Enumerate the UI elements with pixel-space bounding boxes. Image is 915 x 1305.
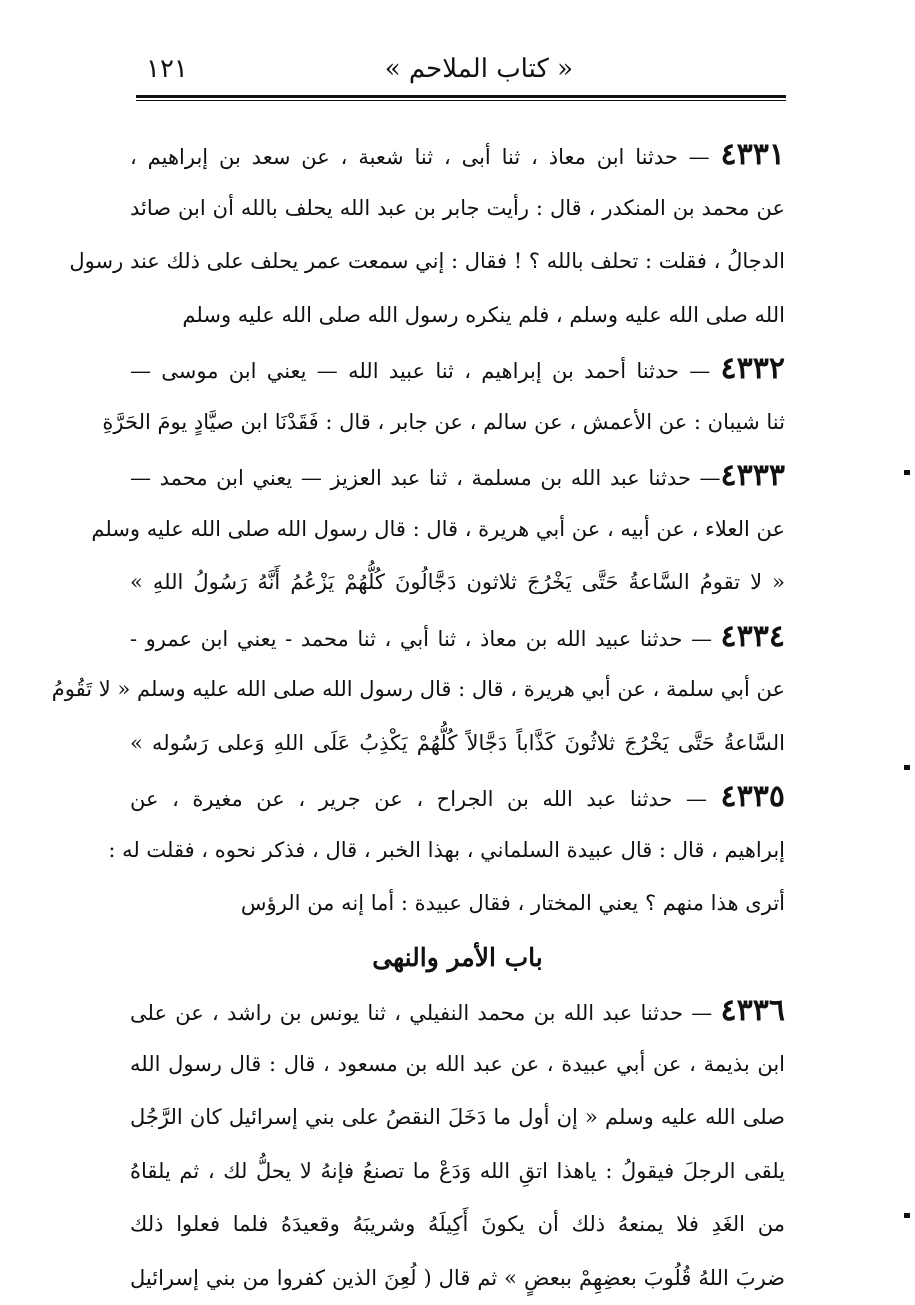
text-line: من الغَدِ فلا يمنعهُ ذلك أن يكونَ أَكِيلَهُ وشريبَهُ وقعيدَهُ فلما فعلوا ذلك: [130, 1198, 785, 1252]
text-line: إبراهيم ، قال : قال عبيدة السلماني ، بهذا الخبر ، قال ، فذكر نحوه ، فقلت له :: [130, 824, 785, 878]
text-line: الدجالُ ، فقلت : تحلف بالله ؟ ! فقال : إني سمعت عمر يحلف على ذلك عند رسول: [130, 235, 785, 289]
hadith-number: ٤٣٣٢: [721, 351, 785, 386]
text-line: ابن بذيمة ، عن أبي عبيدة ، عن عبد الله بن مسعود ، قال : قال رسول الله: [130, 1038, 785, 1092]
book-title: « كتاب الملاحم »: [385, 54, 573, 84]
text-line: الله صلى الله عليه وسلم ، فلم ينكره رسول الله صلى الله عليه وسلم: [130, 289, 785, 343]
text-body: [130, 128, 785, 1305]
header-rule: [136, 95, 786, 101]
text-line: « لا تقومُ السَّاعةُ حَتَّى يَخْرُجَ ثلاثون دَجَّالُونَ كُلُّهُمْ يَزْعُمُ أَنَّهُ رَسُولُ اللهِ »: [130, 556, 785, 610]
margin-mark: [904, 1213, 910, 1218]
running-header: [138, 52, 783, 92]
text-line: السَّاعةُ حَتَّى يَخْرُجَ ثلاثُونَ كَذَّاباً دَجَّالاً كُلُّهُمْ يَكْذِبُ عَلَى اللهِ وَعلى رَسُوله »: [130, 717, 785, 771]
hadith-number: ٤٣٣١: [721, 137, 785, 172]
hadith-number: ٤٣٣٣: [721, 458, 785, 493]
page-number: ١٢١: [146, 54, 188, 84]
text-line: ثنا شيبان : عن الأعمش ، عن سالم ، عن جابر ، قال : فَقَدْنَا ابن صيَّادٍ يومَ الحَرَّةِ: [130, 396, 785, 450]
hadith-number: ٤٣٣٦: [721, 993, 785, 1028]
text-line: ٤٣٣٣— حدثنا عبد الله بن مسلمة ، ثنا عبد العزيز — يعني ابن محمد —: [130, 449, 785, 503]
text-line: ٤٣٣٤ — حدثنا عبيد الله بن معاذ ، ثنا أبي ، ثنا محمد - يعني ابن عمرو -: [130, 610, 785, 664]
text-line: ٤٣٣٦ — حدثنا عبد الله بن محمد النفيلي ، ثنا يونس بن راشد ، عن على: [130, 984, 785, 1038]
text-line: عن أبي سلمة ، عن أبي هريرة ، قال : قال رسول الله صلى الله عليه وسلم « لا تَقُومُ: [130, 663, 785, 717]
text-line: عن محمد بن المنكدر ، قال : رأيت جابر بن عبد الله يحلف بالله أن ابن صائد: [130, 182, 785, 236]
margin-mark: [904, 765, 910, 770]
text-line: ٤٣٣١ — حدثنا ابن معاذ ، ثنا أبى ، ثنا شعبة ، عن سعد بن إبراهيم ،: [130, 128, 785, 182]
hadith-number: ٤٣٣٤: [721, 619, 785, 654]
text-line: ٤٣٣٢ — حدثنا أحمد بن إبراهيم ، ثنا عبيد الله — يعني ابن موسى —: [130, 342, 785, 396]
text-line: ٤٣٣٥ — حدثنا عبد الله بن الجراح ، عن جرير ، عن مغيرة ، عن: [130, 770, 785, 824]
text-line: أترى هذا منهم ؟ يعني المختار ، فقال عبيدة : أما إنه من الرؤس: [130, 877, 785, 931]
text-line: ضربَ اللهُ قُلُوبَ بعضِهِمْ ببعضٍ » ثم قال ( لُعِنَ الذين كفروا من بني إسرائيل: [130, 1252, 785, 1305]
margin-mark: [904, 470, 910, 475]
text-line: عن العلاء ، عن أبيه ، عن أبي هريرة ، قال : قال رسول الله صلى الله عليه وسلم: [130, 503, 785, 557]
text-line: يلقى الرجلَ فيقولُ : ياهذا اتقِ الله وَدَعْ ما تصنعُ فإنهُ لا يحلُّ لك ، ثم يلقاهُ: [130, 1145, 785, 1199]
hadith-number: ٤٣٣٥: [721, 779, 785, 814]
section-heading: باب الأمر والنهى: [130, 931, 785, 985]
text-line: صلى الله عليه وسلم « إن أول ما دَخَلَ النقصُ على بني إسرائيل كان الرَّجُل: [130, 1091, 785, 1145]
